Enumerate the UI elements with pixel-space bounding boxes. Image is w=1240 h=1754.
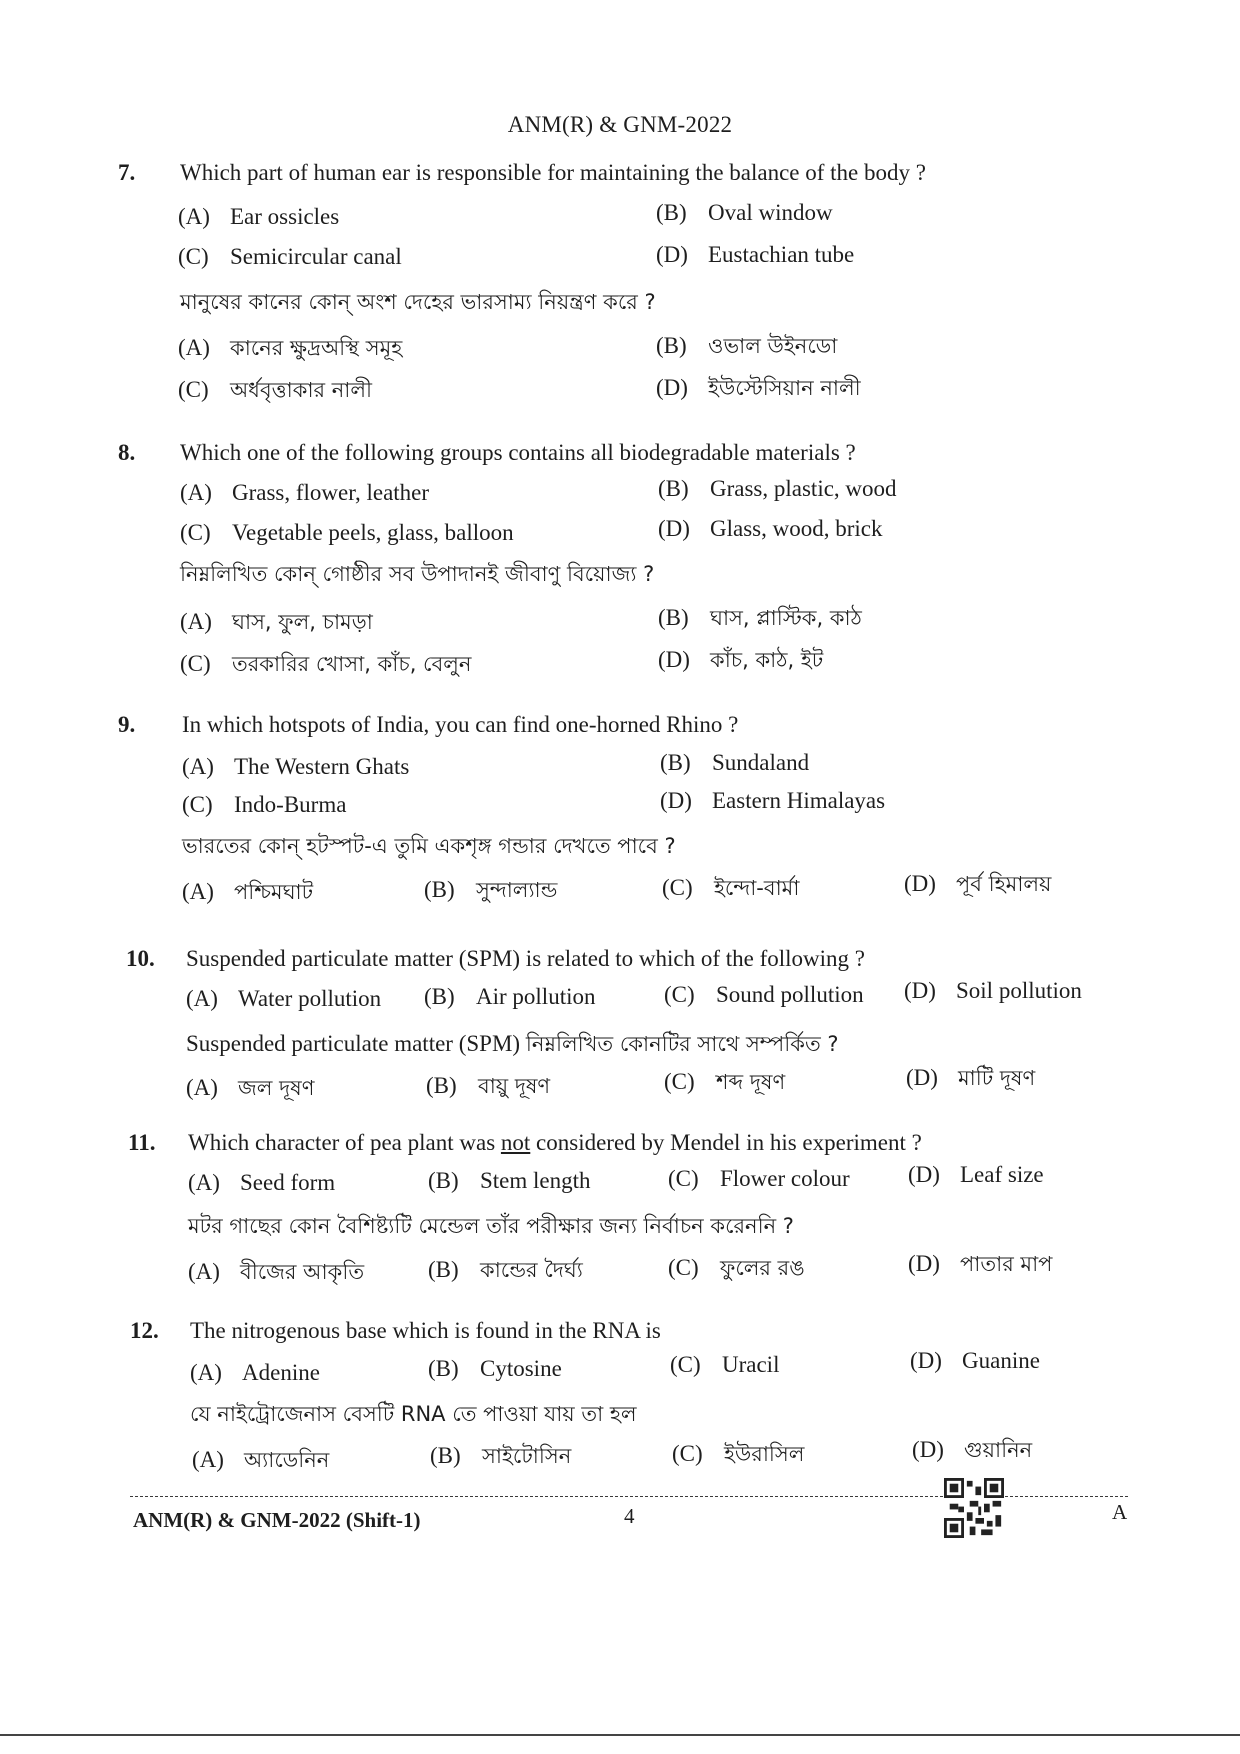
option-b-en: (B) Air pollution bbox=[424, 984, 596, 1009]
option-a-en: (A) Adenine bbox=[190, 1360, 320, 1385]
question-text-en: Which part of human ear is responsible for maintaining the balance of the body ? bbox=[180, 160, 926, 185]
question-text-en: Suspended particulate matter (SPM) is related to which of the following ? bbox=[186, 946, 865, 971]
option-d-bn: (D) পাতার মাপ bbox=[908, 1251, 1053, 1276]
option-a-bn: (A) অ্যাডেনিন bbox=[192, 1447, 330, 1472]
option-b-en: (B) Grass, plastic, wood bbox=[658, 476, 897, 501]
option-a-en: (A) Ear ossicles bbox=[178, 204, 340, 229]
option-c-bn: (C) তরকারির খোসা, কাঁচ, বেলুন bbox=[180, 651, 472, 676]
option-a-bn: (A) বীজের আকৃতি bbox=[188, 1259, 365, 1284]
option-c-bn: (C) ইউরাসিল bbox=[672, 1441, 805, 1466]
option-b-bn: (B) কান্ডের দৈর্ঘ্য bbox=[428, 1257, 583, 1282]
option-b-bn: (B) ঘাস, প্লাস্টিক, কাঠ bbox=[658, 605, 862, 630]
option-b-en: (B) Oval window bbox=[656, 200, 833, 225]
option-d-en: (D) Glass, wood, brick bbox=[658, 516, 883, 541]
option-d-bn: (D) কাঁচ, কাঠ, ইট bbox=[658, 647, 824, 672]
question-number: 12. bbox=[130, 1318, 159, 1343]
qr-code-icon bbox=[944, 1478, 1004, 1538]
question-text-en: In which hotspots of India, you can find one-horned Rhino ? bbox=[182, 712, 739, 737]
question-number: 10. bbox=[126, 946, 155, 971]
option-a-bn: (A) পশ্চিমঘাট bbox=[182, 879, 314, 904]
option-d-en: (D) Eustachian tube bbox=[656, 242, 855, 267]
option-a-bn: (A) কানের ক্ষুদ্রঅস্থি সমূহ bbox=[178, 335, 403, 360]
question-text-en: Which one of the following groups contains all biodegradable materials ? bbox=[180, 440, 856, 465]
option-b-bn: (B) সাইটোসিন bbox=[430, 1443, 572, 1468]
option-d-bn: (D) গুয়ানিন bbox=[912, 1437, 1033, 1462]
option-d-bn: (D) ইউস্টেসিয়ান নালী bbox=[656, 375, 861, 400]
footer-exam-name: ANM(R) & GNM-2022 (Shift-1) bbox=[133, 1508, 421, 1532]
option-a-en: (A) Grass, flower, leather bbox=[180, 480, 430, 505]
option-d-en: (D) Soil pollution bbox=[904, 978, 1082, 1003]
page-number: 4 bbox=[624, 1504, 635, 1528]
option-c-en: (C) Flower colour bbox=[668, 1166, 850, 1191]
question-text-bn: মানুষের কানের কোন্ অংশ দেহের ভারসাম্য নিয়ন্ত্রণ করে ? bbox=[180, 290, 656, 314]
page-bottom-edge bbox=[0, 1734, 1240, 1736]
question-set-code: A bbox=[1112, 1500, 1128, 1524]
option-d-en: (D) Eastern Himalayas bbox=[660, 788, 886, 813]
option-c-en: (C) Uracil bbox=[670, 1352, 780, 1377]
question-number: 8. bbox=[118, 440, 136, 465]
question-text-bn: মটর গাছের কোন বৈশিষ্ট্যটি মেন্ডেল তাঁর পরীক্ষার জন্য নির্বাচন করেননি ? bbox=[188, 1214, 794, 1238]
option-a-en: (A) Water pollution bbox=[186, 986, 382, 1011]
question-text-en: Which character of pea plant was not considered by Mendel in his experiment ? bbox=[188, 1130, 922, 1155]
option-b-en: (B) Cytosine bbox=[428, 1356, 562, 1381]
option-c-bn: (C) শব্দ দূষণ bbox=[664, 1069, 786, 1094]
question-number: 9. bbox=[118, 712, 136, 737]
option-c-bn: (C) অর্ধবৃত্তাকার নালী bbox=[178, 377, 373, 402]
option-c-en: (C) Vegetable peels, glass, balloon bbox=[180, 520, 514, 545]
question-number: 11. bbox=[128, 1130, 156, 1155]
question-text-bn: নিম্নলিখিত কোন্ গোষ্ঠীর সব উপাদানই জীবাণু বিয়োজ্য ? bbox=[180, 562, 655, 586]
option-c-en: (C) Semicircular canal bbox=[178, 244, 402, 269]
option-c-en: (C) Sound pollution bbox=[664, 982, 864, 1007]
option-b-en: (B) Sundaland bbox=[660, 750, 810, 775]
question-text-bn: যে নাইট্রোজেনাস বেসটি RNA তে পাওয়া যায় তা হল bbox=[190, 1402, 637, 1426]
page-header: ANM(R) & GNM-2022 bbox=[507, 112, 733, 137]
option-c-bn: (C) ইন্দো-বার্মা bbox=[662, 875, 800, 900]
question-text-en: The nitrogenous base which is found in the RNA is bbox=[190, 1318, 661, 1343]
option-b-bn: (B) সুন্দাল্যান্ড bbox=[424, 877, 558, 902]
option-d-en: (D) Leaf size bbox=[908, 1162, 1044, 1187]
question-text-bn: Suspended particulate matter (SPM) নিম্নলিখিত কোনটির সাথে সম্পর্কিত ? bbox=[186, 1031, 839, 1056]
question-number: 7. bbox=[118, 160, 136, 185]
option-c-en: (C) Indo-Burma bbox=[182, 792, 347, 817]
option-b-bn: (B) বায়ু দূষণ bbox=[426, 1073, 551, 1098]
option-a-en: (A) Seed form bbox=[188, 1170, 336, 1195]
option-d-en: (D) Guanine bbox=[910, 1348, 1040, 1373]
option-a-en: (A) The Western Ghats bbox=[182, 754, 410, 779]
question-text-bn: ভারতের কোন্ হটস্পট-এ তুমি একশৃঙ্গ গন্ডার দেখতে পাবে ? bbox=[182, 834, 676, 858]
option-c-bn: (C) ফুলের রঙ bbox=[668, 1255, 805, 1280]
option-a-bn: (A) ঘাস, ফুল, চামড়া bbox=[180, 609, 373, 634]
option-b-en: (B) Stem length bbox=[428, 1168, 591, 1193]
option-b-bn: (B) ওভাল উইনডো bbox=[656, 333, 838, 358]
option-a-bn: (A) জল দূষণ bbox=[186, 1075, 315, 1100]
option-d-bn: (D) পূর্ব হিমালয় bbox=[904, 871, 1052, 896]
option-d-bn: (D) মাটি দূষণ bbox=[906, 1065, 1036, 1090]
